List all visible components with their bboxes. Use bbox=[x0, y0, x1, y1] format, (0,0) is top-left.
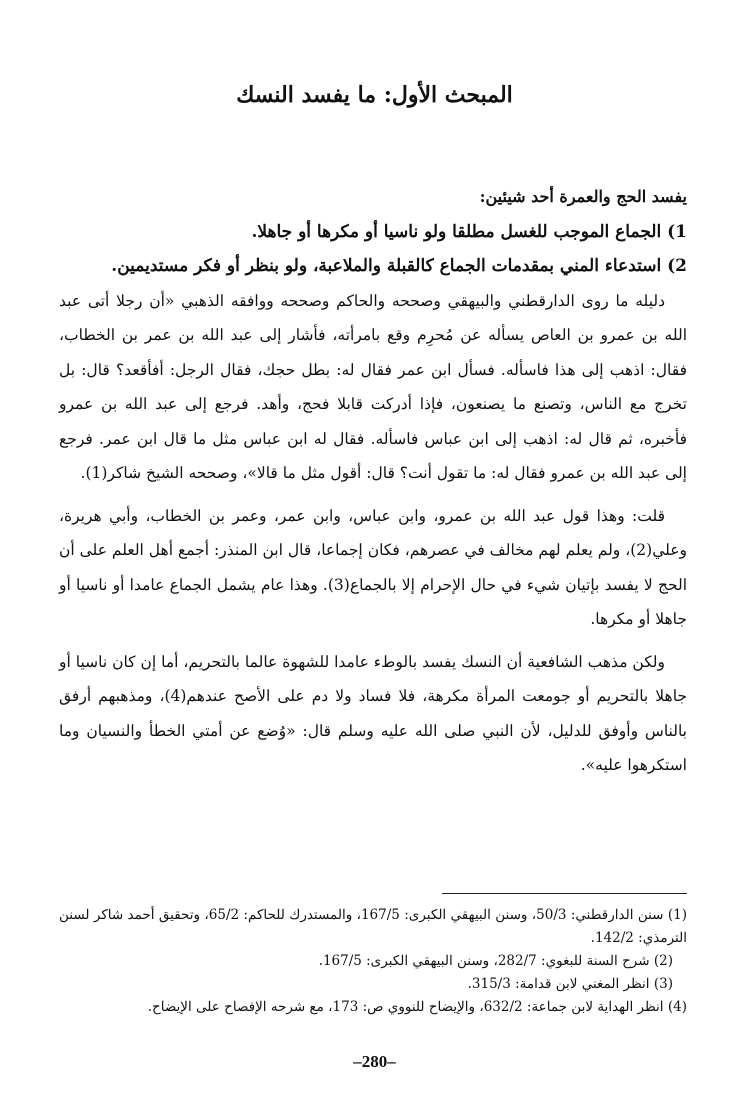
paragraph-shafii: ولكن مذهب الشافعية أن النسك يفسد بالوطء عامدا للشهوة عالما بالتحريم، أما إن كان ناسيا أو جاهلا بالتحريم أو جومعت المرأة مكرهة، فلا فساد ولا دم على الأصح عندهم(4)، ومذهبهم أرفق بالناس وأوفق للدليل، لأن النبي صلى الله عليه وسلم قال: «وُضع عن أمتي الخطأ والنسيان وما استكرهوا عليه». bbox=[59, 652, 687, 774]
page-number: –280– bbox=[353, 1052, 396, 1071]
main-text bbox=[59, 180, 687, 783]
point-2: 2) استدعاء المني بمقدمات الجماع كالقبلة والملاعبة، ولو بنظر أو فكر مستديمين. bbox=[111, 256, 687, 276]
footnote-2: (2) شرح السنة للبغوي: 282/7، وسنن البيهقي الكبرى: 167/5. bbox=[318, 953, 673, 969]
footnote-3: (3) انظر المغني لابن قدامة: 315/3. bbox=[467, 976, 673, 992]
section-heading: المبحث الأول: ما يفسد النسك bbox=[236, 82, 513, 108]
footnote-1: (1) سنن الدارقطني: 50/3، وسنن البيهقي الكبرى: 167/5، والمستدرك للحاكم: 65/2، وتحقيق أحمد شاكر لسنن الترمذي: 142/2. bbox=[59, 907, 687, 946]
footnote-separator bbox=[442, 893, 687, 894]
paragraph-evidence: دليله ما روى الدارقطني والبيهقي وصححه والحاكم وصححه ووافقه الذهبي «أن رجلا أتى عبد الله بن عمرو بن العاص يسأله عن مُحرِم وقع بامرأته، فأشار إلى عبد الله بن عمر بن الخطاب، فقال: اذهب إلى هذا فاسأله. فسأل ابن عمر فقال له: بطل حجك، فقال الرجل: أفأقعد؟ قال: بل تخرج مع الناس، وتصنع ما يصنعون، فإذا أدركت قابلا فحج، وأهد. فرجع إلى عبد الله بن عمرو فأخبره، ثم قال له: اذهب إلى ابن عباس فاسأله. فقال له ابن عباس مثل ما قال ابن عمر. فرجع إلى عبد الله بن عمرو فقال له: ما تقول أنت؟ قال: أقول مثل ما قالا»، وصححه الشيخ شاكر(1). bbox=[59, 291, 687, 482]
footnote-4: (4) انظر الهداية لابن جماعة: 632/2، والإيضاح للنووي ص: 173، مع شرحه الإفصاح على الإيضاح. bbox=[147, 999, 687, 1015]
point-1: 1) الجماع الموجب للغسل مطلقا ولو ناسيا أو مكرها أو جاهلا. bbox=[251, 221, 687, 242]
paragraph-consensus: قلت: وهذا قول عبد الله بن عمرو، وابن عباس، وابن عمر، وعمر بن الخطاب، وأبي هريرة، وعلي(2)، ولم يعلم لهم مخالف في عصرهم، فكان إجماعا، قال ابن المنذر: أجمع أهل العلم على أن الحج لا يفسد بإتيان شيء في حال الإحرام إلا بالجماع(3). وهذا عام يشمل الجماع عامدا أو ناسيا أو جاهلا أو مكرها. bbox=[59, 506, 688, 628]
intro-line: يفسد الحج والعمرة أحد شيئين: bbox=[479, 187, 687, 206]
footnotes bbox=[59, 904, 687, 1019]
